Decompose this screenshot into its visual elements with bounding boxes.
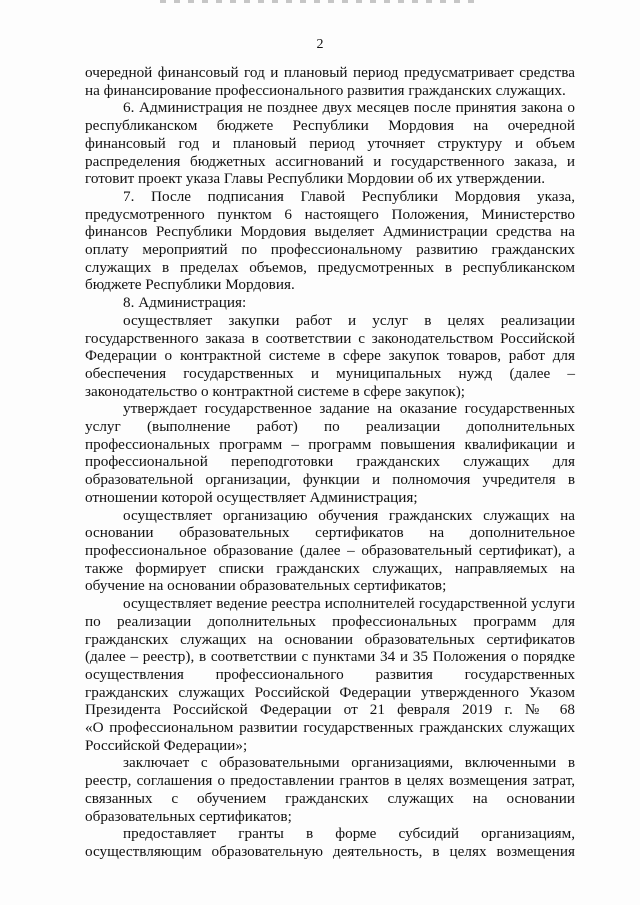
text-line: гражданских служащих на основании образовательных сертификатов [85,630,575,648]
text-line: финансовый год и плановый период уточняет структуру и объем [85,134,575,152]
text-line: «О профессиональном развитии государственных гражданских служащих [85,719,575,737]
text-line: утверждает государственное задание на оказание государственных [123,400,575,418]
text-line: финансов Республики Мордовия выделяет Администрации средства на [85,223,575,241]
text-line: услуг (выполнение работ) по реализации дополнительных [85,418,575,436]
text-line: осуществляющим образовательную деятельность, в целях возмещения [85,842,575,860]
text-line: республиканском бюджете Республики Мордовия на очередной [85,117,575,135]
paragraph [85,595,575,754]
text-line: предоставляет гранты в форме субсидий организациям, [123,825,575,843]
paragraph [85,754,575,825]
paragraph [85,825,575,860]
text-line: образовательных сертификатов; [85,807,292,825]
text-line: осуществляет закупки работ и услуг в целях реализации [123,311,575,329]
text-line: основании образовательных сертификатов на дополнительное [85,524,575,542]
text-line: готовит проект указа Главы Республики Мордовии об их утверждении. [85,170,546,188]
document-body [85,64,575,861]
text-line: очередной финансовый год и плановый период предусматривает средства [85,64,575,81]
text-line: по реализации дополнительных профессиональных программ для [85,612,575,630]
text-line: обучение на основании образовательных сертификатов; [85,577,447,595]
text-line: 7. После подписания Главой Республики Мордовия указа, [123,187,575,205]
text-line: Президента Российской Федерации от 21 февраля 2019 г. № 68 [85,701,575,719]
text-line: бюджете Республики Мордовия. [85,276,295,294]
text-line: 8. Администрация: [123,294,247,312]
text-line: профессиональное образование (далее – образовательный сертификат), а [85,541,575,559]
text-line: образовательной организации, функции и полномочия учредителя в [85,471,575,489]
text-line: Федерации о контрактной системе в сфере закупок товаров, работ для [85,347,575,365]
paragraph [85,312,575,401]
scan-artifact [160,0,480,3]
text-line: отношении которой осуществляет Администрация; [85,488,418,506]
paragraph [85,188,575,294]
text-line: предусмотренного пунктом 6 настоящего Положения, Министерство [85,205,575,223]
text-line: осуществляет ведение реестра исполнителей государственной услуги [123,595,575,613]
text-line: гражданских служащих Российской Федерации утвержденного Указом [85,683,575,701]
paragraph [85,64,575,99]
text-line: служащих в пределах объемов, предусмотренных в республиканском [85,258,575,276]
text-line: осуществления профессионального развития государственных [85,665,575,683]
paragraph [85,294,575,312]
text-line: государственного заказа в соответствии с законодательством Российской [85,329,575,347]
paragraph [85,400,575,506]
text-line: связанных с обучением гражданских служащих на основании [85,789,575,807]
text-line: (далее – реестр), в соответствии с пунктами 34 и 35 Положения о порядке [85,648,575,666]
text-line: также формирует списки гражданских служащих, направляемых на [85,559,575,577]
text-line: осуществляет организацию обучения гражданских служащих на [123,506,575,524]
text-line: распределения бюджетных ассигнований и государственного заказа, и [85,152,575,170]
text-line: оплату мероприятий по профессиональному развитию гражданских [85,241,575,259]
text-line: Российской Федерации»; [85,736,248,754]
paragraph [85,99,575,188]
text-line: на финансирование профессионального развития гражданских служащих. [85,81,566,99]
text-line: законодательство о контрактной системе в сфере закупок); [85,382,465,400]
text-line: заключает с образовательными организациями, включенными в [123,754,575,772]
text-line: профессиональных программ – программ повышения квалификации и [85,435,575,453]
text-line: 6. Администрация не позднее двух месяцев после принятия закона о [123,99,575,117]
page-number: 2 [316,37,324,52]
text-line: профессиональной переподготовки гражданских служащих для [85,453,575,471]
paragraph [85,507,575,596]
text-line: реестр, соглашения о предоставлении грантов в целях возмещения затрат, [85,772,575,790]
text-line: обеспечения государственных и муниципальных нужд (далее – [85,364,575,382]
